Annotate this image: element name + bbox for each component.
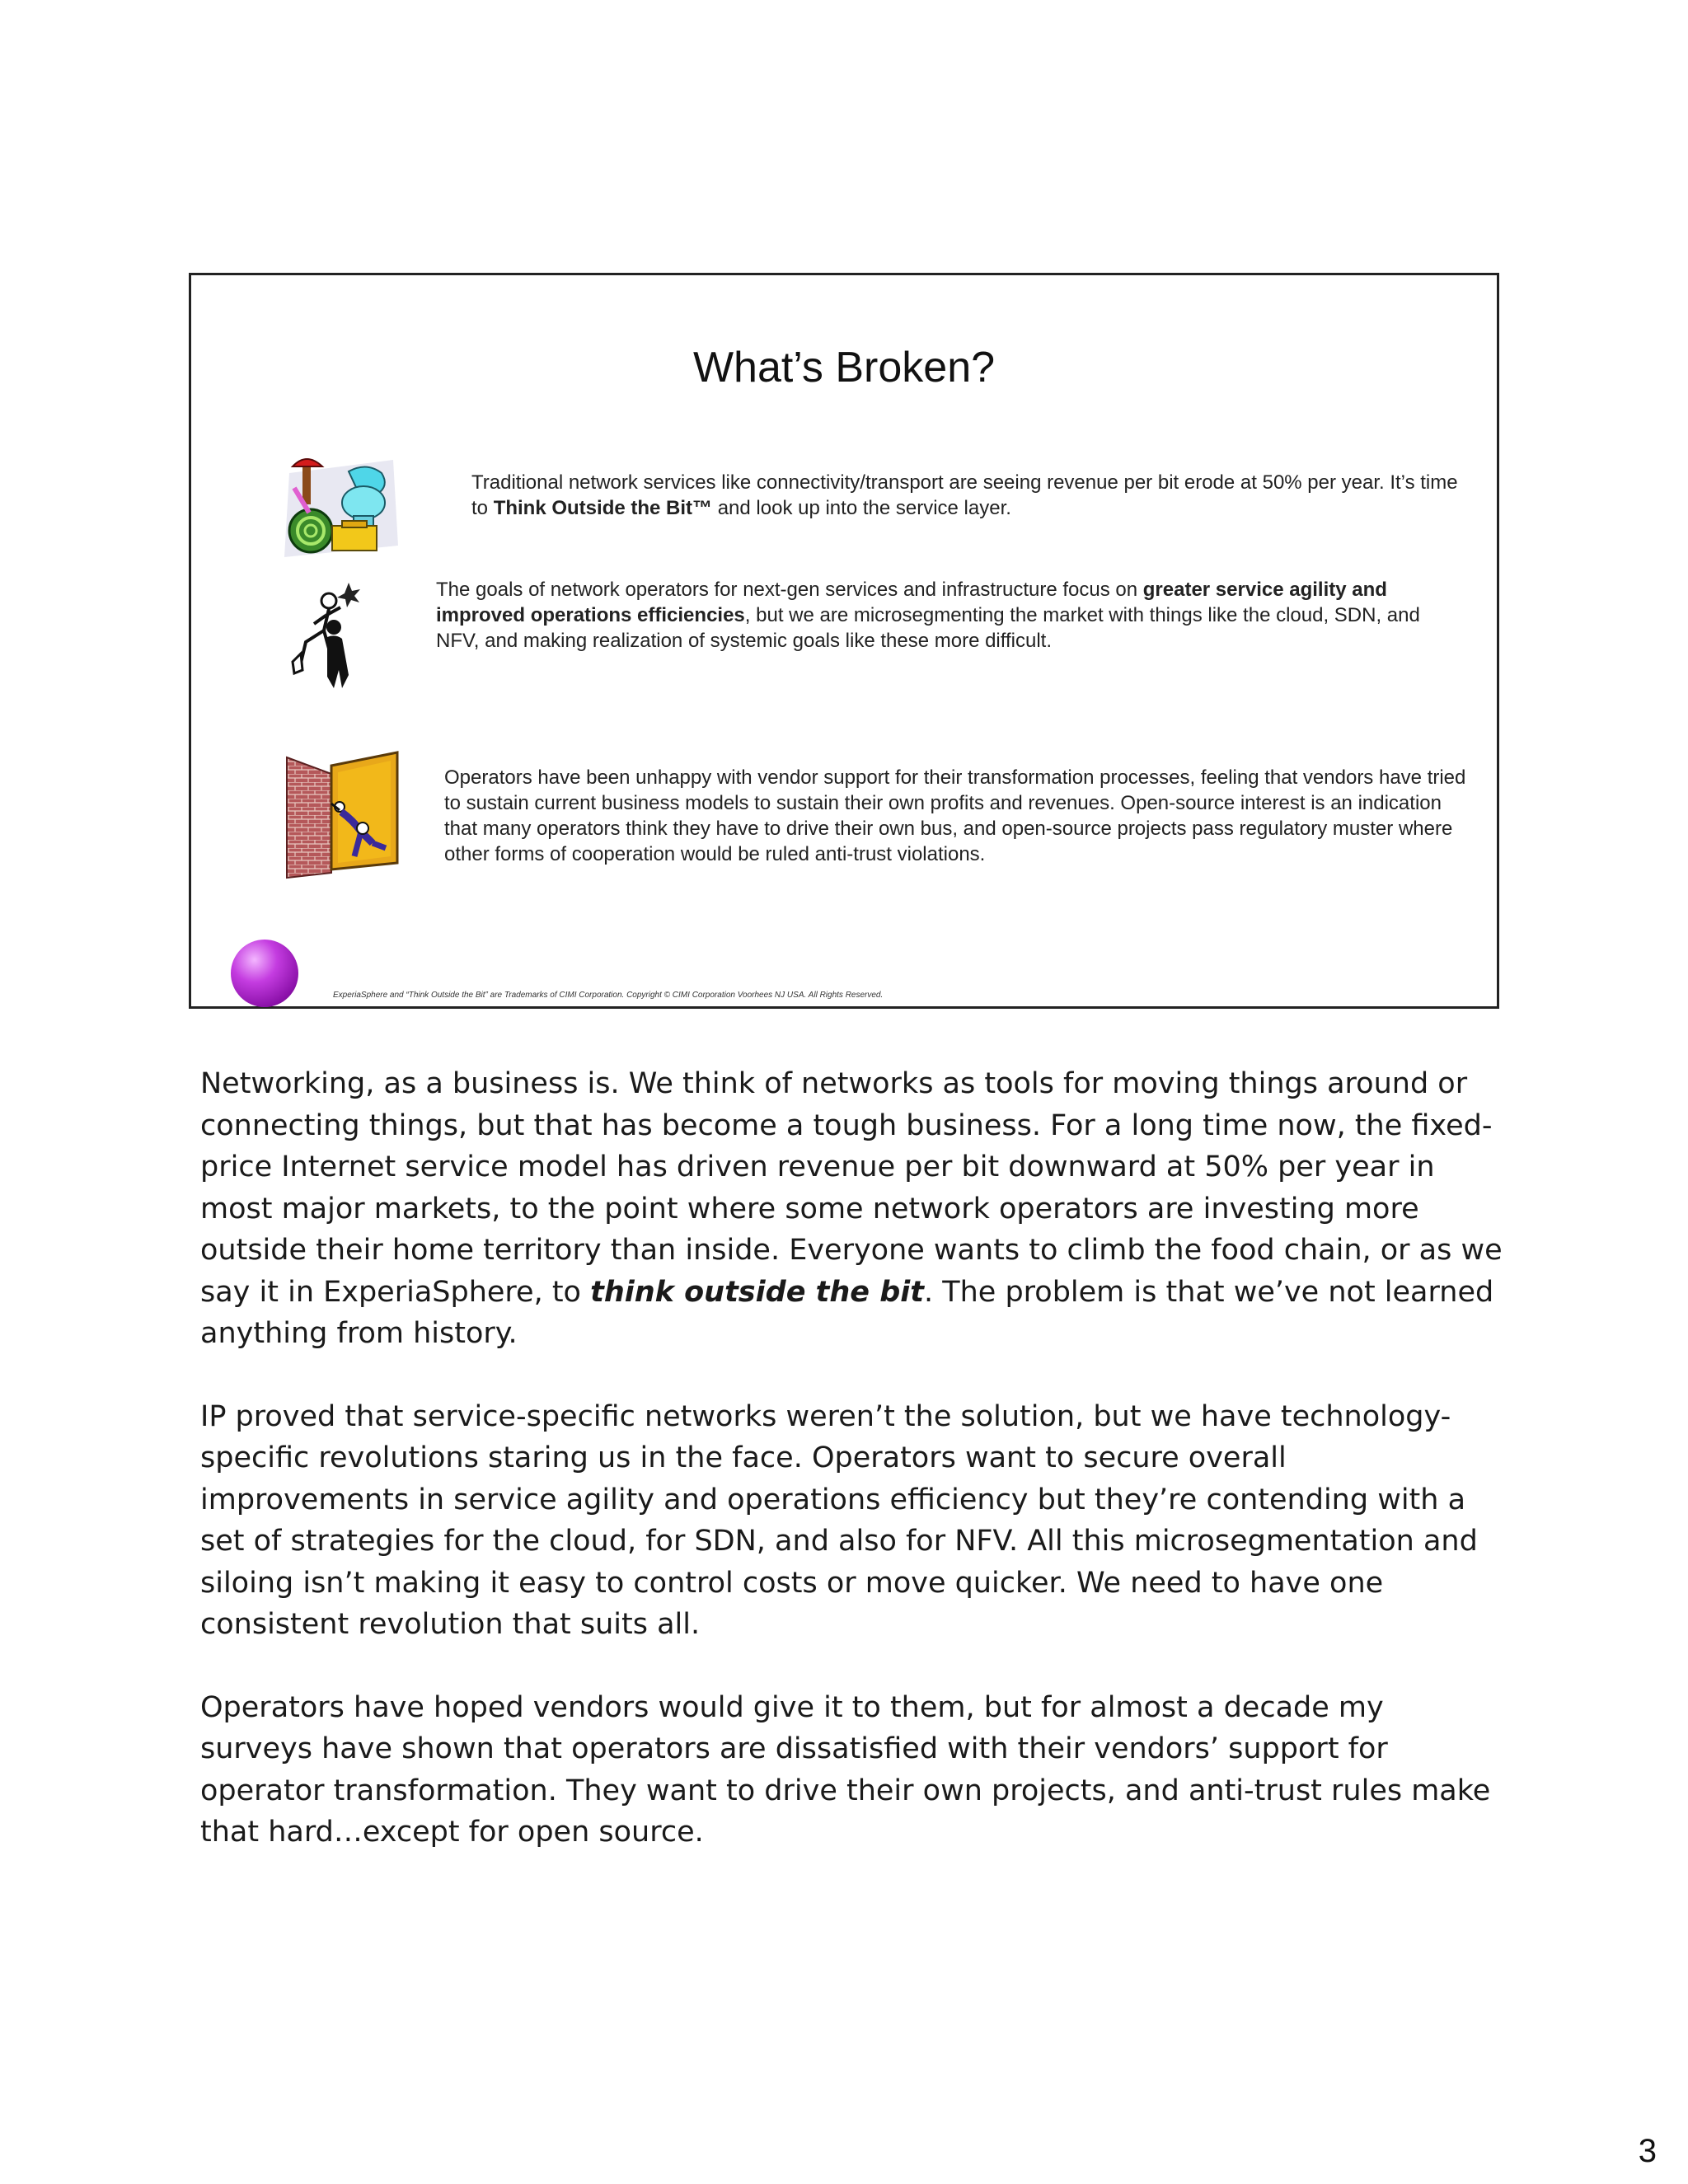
plumbing-tools-clipart [278,455,401,562]
slide-footer-copyright: ExperiaSphere and “Think Outside the Bit” are Trademarks of CIMI Corporation. Copyright © CIMI Corporation Voorhees NJ USA. All Rights Reserved. [333,991,884,1000]
bullet-revenue-per-bit: Traditional network services like connectivity/transport are seeing revenue per bit erode at 50% per year. It’s time to Think Outside the Bit™ and look up into the service layer. [471,471,1458,519]
slide-title: What’s Broken? [692,344,996,391]
slide-frame [189,273,1499,1009]
bullet-vendor-support: Operators have been unhappy with vendor support for their transformation processes, feeling that vendors have tried to sustain current business models to sustain their own profits and revenues. Open-source interest is an indication that many operators think they have to drive their own bus, and open-source projects pass regulatory muster where other forms of cooperation would be ruled anti-trust violations. [444,766,1466,865]
brick-wall-door-clipart [282,749,406,881]
notes-paragraph-3: Operators have hoped vendors would give it to them, but for almost a decade my surveys have shown that operators are dissatisfied with their vendors’ support for operator transformation. They want to drive their own projects, and anti-trust rules make that hard…except for open source. [200,1690,1491,1849]
page-number: 3 [1638,2133,1657,2169]
notes-paragraph-2: IP proved that service-specific networks weren’t the solution, but we have technology-specific revolutions staring us in the face. Operators want to secure overall improvements in service agility and operations efficiency but they’re contending with a set of strategies for the cloud, for SDN, and also for NFV. All this microsegmentation and siloing isn’t making it easy to control costs or move quicker. We need to have one consistent revolution that suits all. [200,1399,1478,1641]
speaker-notes [200,1063,1503,1895]
notes-paragraph-1: Networking, as a business is. We think of networks as tools for moving things around or connecting things, but that has become a tough business. For a long time now, the fixed-price Internet service model has driven revenue per bit downward at 50% per year in most major markets, to the point where some network operators are investing more outside their home territory than inside. Everyone wants to climb the food chain, or as we say it in ExperiaSphere, to think outside the bit. The problem is that we’ve not learned anything from history. [200,1067,1503,1350]
climbing-people-clipart [278,576,368,691]
bullet-operator-goals: The goals of network operators for next-gen services and infrastructure focus on greater service agility and improved operations efficiencies, but we are microsegmenting the market with things like the cloud, SDN, and NFV, and making realization of systemic goals like these more difficult. [436,579,1420,652]
experiasphere-logo-icon [231,940,298,1007]
